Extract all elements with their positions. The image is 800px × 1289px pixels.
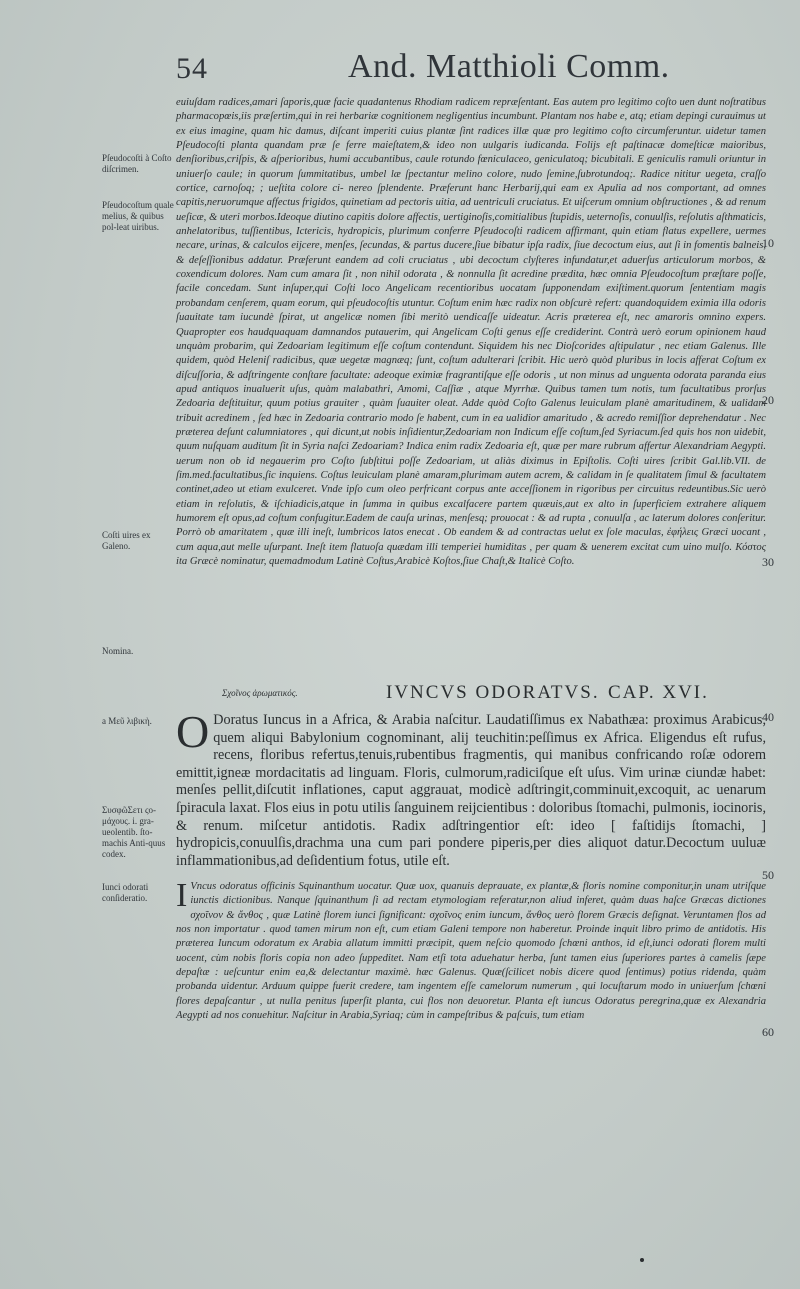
ink-speck — [640, 1258, 644, 1262]
commentary-top-text: euiuſdam radices,amari ſaporis,quæ facie quadantenus Rhodiam radicem repræſentant. Eas autem pro legitimo coſto uen dunt noſtratibus pharmacopœis,iis præſertim,qui in rei herbariæ cognitionem negligentius incumbunt. Plantam nos habe e, atq; etiam depingi curauimus ut ex eius imagine, quam hic damus, diſcant imperiti cuius plantæ ſint radices illæ quæ pro legitimo coſto circumferuntur. uidetur tamen Pſeudocoſti planta quandam præ ſe ferre maieſtatem,& ideo non uulgaris iudicanda. Folijs eſt paſtinacæ domeſticæ maioribus, denſioribus,criſpis, & aſperioribus, humi accubantibus, caule rotundo fœniculaceo, geniculatoq; bicubitali. E geniculis ramuli oriuntur in uniuerſo caule; in quorum ſummitatibus, umbel læ ſpectantur melino colore, nudo ſemine,ſubrotundoq;. Radice nititur uegeta, craſſo cortice, carnoſoq; ; ueſtita colore ci- nereo ſplendente. Præferunt hanc Herbarij,qui eam ex Apulia ad nos comportant, ad omnes capitis,neruorumque affectus frigidos, quinetiam ad pectoris uitia, ad uentriculi cruciatus. Et uiſcerum omnium obſtructiones , & ad renum ueſicæ, & uteri morbos.Ideoque diutino capitis dolore affectis, uertiginoſis,comitialibus ſtupidis, ueternoſis, conuulſis, reſolutis aſthmaticis, anhelatoribus, tuſſientibus, Ictericis, hydropicis, plurimum conferre Pſeudocoſti radicem affirmant, quin etiam flatus expellere, uermes necare, urinas, & calculos eijcere, menſes, ſecundas, & partus ducere,ſiue bibatur ipſa radix, ſiue decoctum eius, aut ſi in fomentis balneis, & deſeſſionibus addatur. Præferunt eandem ad coli cruciatus , ubi decoctum clyſteres infundatur,et aduerſus articulorum morbos, & coxendicum dolores. Nam cum amara ſit , non nihil odorata , & nonnulla ſit acredine prædita, hæc omnia Pſeudocoſtum præſtare poſſe, facile concedam. Sunt inſuper,qui Coſti loco Angelicam recentioribus uocatam ſupponendam exiſtiment.quorum ſententiam magis probandam cenſerem, quam eorum, qui pſeudocoſtis utuntur. Coſtum enim hæc radix non obſcurè refert: quandoquidem eximia illa odoris ſuauitate tam iucundè ſpirat, ut angelicæ nomen ſibi meritò uendicaſſe uideatur. Acris præterea eſt, nec amaroris omnino expers. Quapropter eos haudquaquam damnandos putauerim, qui Angelicam Coſti genus eſſe crediderint. Contrà uerò eorum opinionem haud unquàm probarim, qui Zedoariam legitimum eſſe coſtum contendunt. Siquidem his nec Dioſcorides aſtipulatur , nec etiam Galenus. Ille quidem, quòd Heleniſ radicibus, quæ uegetæ magnæq; ſunt, coſtum adulterari ſcribit. Hic uerò quòd pluribus in locis afferat Coſtum ex diſcuſſoria, & adſtringente conſtare facultate: adeoque eximiæ fragrantiſque eſſe odoris , ut non minus ad unguenta odorata paranda eius apud antiquos inualuerit uſus, quàm malabathri, Amomi, Caſſiæ , atque Myrrhæ. Quibus tamen tum notis, tum facultatibus prorſus Zedoaria deſtituitur, quum potius grauiter , quàm ſuauiter oleat. Adde quòd Coſto Galenus leuiculam planè amaritudinem, & ualidam tribuit acredinem , ſed hæc in Zedoaria contrario modo ſe habent, cum in ea ualidior amaritudo , & acredo remiſſior deprehendatur . Nec præterea deſunt calumniatores , qui dicunt,ut nobis inſidientur,Zedoariam non Indicum eſſe coſtum,ſed Syriacum.ſed quis hos non uidebit, quum nuſquam auditum ſit in Syria naſci Zedoariam? Indica enim radix Zedoaria eſt, quæ per mare rubrum affertur Alexandriam Aegypti. uerum non ob id negauerim pro Coſto ſubſtitui poſſe Zedoariam, ut aliàs diximus in Epiſtolis. Coſti uires ſcribit Gal.lib.VII. de ſim.med.facultatibus,ſic inquiens. Coſtus leuiculam planè amaram,plurimam autem acrem, & calidam in ſe qualitatem ſimul & facultatem continet,adeo ut etiam exulceret. Vnde ipſo cum oleo perfricant corpus ante acceſſionem in rigoribus per circuitus redeuntibus.Sic uerò etiam in reſolutis, & iſchiadicis,atque in ſumma in quibus excalfacere partem quæuis,aut ex alto in ſuperficiem extrahere aliquem humorem eſt opus,ad coſtum confugitur.Eadem de cauſa urinas, menſesq; prouocat : & ad rupta , conuulſa , ac laterum dolores conſeritur. Porrò ob amaritatem , quæ illi ineſt, lumbricos latos enecat . Ob eandem & ad contractas uelut ex ſole maculas, ἐφήλεις Græci uocant , cum aqua,aut melle uſurpant. Ineſt item flatuoſa quædam illi temperiei humiditas , per quam & uenerem excitat cum uino mulſo. Κόστος ita Græcè nominatur, quemadmodum Latinè Coſtus,Arabicè Koſtos,ſiue Chaſt,& Italicè Coſto. — [176, 97, 766, 567]
margin-note-costi-uires: Coſti uires ex Galeno. — [102, 530, 151, 551]
margin-note-iunci-consideratio: Iunci odorati conſideratio. — [102, 882, 149, 903]
line-number: 10 — [762, 236, 774, 250]
drop-cap-i: I — [176, 877, 188, 914]
margin-note-pseudocostum-quale: Pſeudocoſtum quale melius, & quibus pol-leat uiribus. — [102, 200, 174, 232]
running-head: And. Matthioli Comm. — [348, 48, 670, 85]
dioscorides-block — [176, 706, 766, 870]
chapter-greek-title: Σχοῖνος ἀρωματικός. — [222, 688, 298, 698]
line-number: 30 — [762, 555, 774, 569]
page-number: 54 — [176, 52, 208, 85]
chapter-heading — [176, 682, 766, 704]
margin-note-pseudocosti-discrimen: Pſeudocoſti à Coſto diſcrimen. — [102, 153, 172, 174]
chapter-title: IVNCVS ODORATVS. — [386, 682, 600, 703]
commentary-bottom — [176, 877, 766, 1023]
line-number: 20 — [762, 393, 774, 407]
commentary-top — [176, 96, 766, 569]
chapter-number: CAP. XVI. — [608, 682, 709, 703]
margin-note-antiquus-codex: ΣυσφῶΣετι ςο-μάχους. i. gra-ueolentib. ſto-machis Anti-quus codex. — [102, 805, 166, 859]
dioscorides-text: Doratus Iuncus in a Africa, & Arabia naſcitur. Laudatiſſimus ex Nabathæa: proximus Arabicus, quem aliqui Babylonium cognominant, alij teuchitin:peſſimus ex Africa. Eligendus eſt rufus, recens, floribus refertus,tenuis,rubentibus fragmentis, qui manibus confricando roſæ odorem emittit,igneæ mordacitatis ad linguam. Floris, culmorum,radiciſque eſt uſus. Vim urinæ ciundæ habet: menſes pellit,diſcutit inflationes, caput aggrauat, modicè adſtringit,comminuit,excoquit, ac uenarum ſpiracula laxat. Flos eius in potu utilis ſanguinem reijcientibus : doloribus ſtomachi, pulmonis, iocinoris, & renum. miſcetur antidotis. Radix adſtringentior eſt: ideo [ faſtidijs ſtomachi, ] hydropicis,conuulſis,drachma una cum pari pondere piperis,per dies aliquot datur.Decoctum uuluæ inflammationibus,ad deſidentium fotus, utile eſt. — [176, 712, 766, 869]
margin-note-nomina: Nomina. — [102, 646, 134, 656]
line-number: 40 — [762, 710, 774, 724]
margin-note-meu: a Μεῦ λιβικὴ. — [102, 716, 152, 726]
drop-cap-o: O — [176, 706, 210, 757]
commentary-bottom-text: Vncus odoratus officinis Squinanthum uocatur. Quæ uox, quanuis deprauate, ex plantæ,& floris nomine componitur,in unam utriſque iunctis dictionibus. Nanque ſquinanthum ſi ad rectam etymologiam referatur,non aliud inferet, quàm duas haſce Græcas dictiones σχοῖνον & ἄνθος , quæ Latinè florem iunci ſignificant: σχοῖνος enim iuncum, ἄνθος uerò florem Græcis deſignat. Veruntamen flos ad nos non importatur . quod tamen mirum non eſt, cum etiam Galeni tempore non haberetur. Proinde inquit libro primo de antidotis. His præterea Iuncum odoratum ex Arabia allatum immitti præcipit, quem neſcio quomodo ſchœni anthos, id eſt,iunci odorati florem multi uocent, cùm nobis floris copia non adeo ſuppeditet. Nam etſi tota aduehatur herba, ſunt tamen eius ſuperiores partes à camelis ſæpe depaſtæ : ueſcuntur enim ea,& delectantur maximè. hæc Galenus. Quæ(ſcilicet nobis dicere quod ſentimus) potius ridenda, quàm probanda uidentur. Arduum quippe fuerit credere, tam ingentem eſſe camelorum numerum , qui locuſtarum modo in uniuerſum ſchœni flores depaſcantur , ut nulla penitus ſuperſit planta, cui flos non deuoretur. Planta eſt iuncus Odoratus peregrina,quæ ex Alexandria Aegypti ad nos conuehitur. Naſcitur in Arabia,Syriaq; cùm in campeſtribus & paſcuis, tum etiam — [176, 881, 766, 1022]
line-number: 50 — [762, 868, 774, 882]
line-number: 60 — [762, 1025, 774, 1039]
